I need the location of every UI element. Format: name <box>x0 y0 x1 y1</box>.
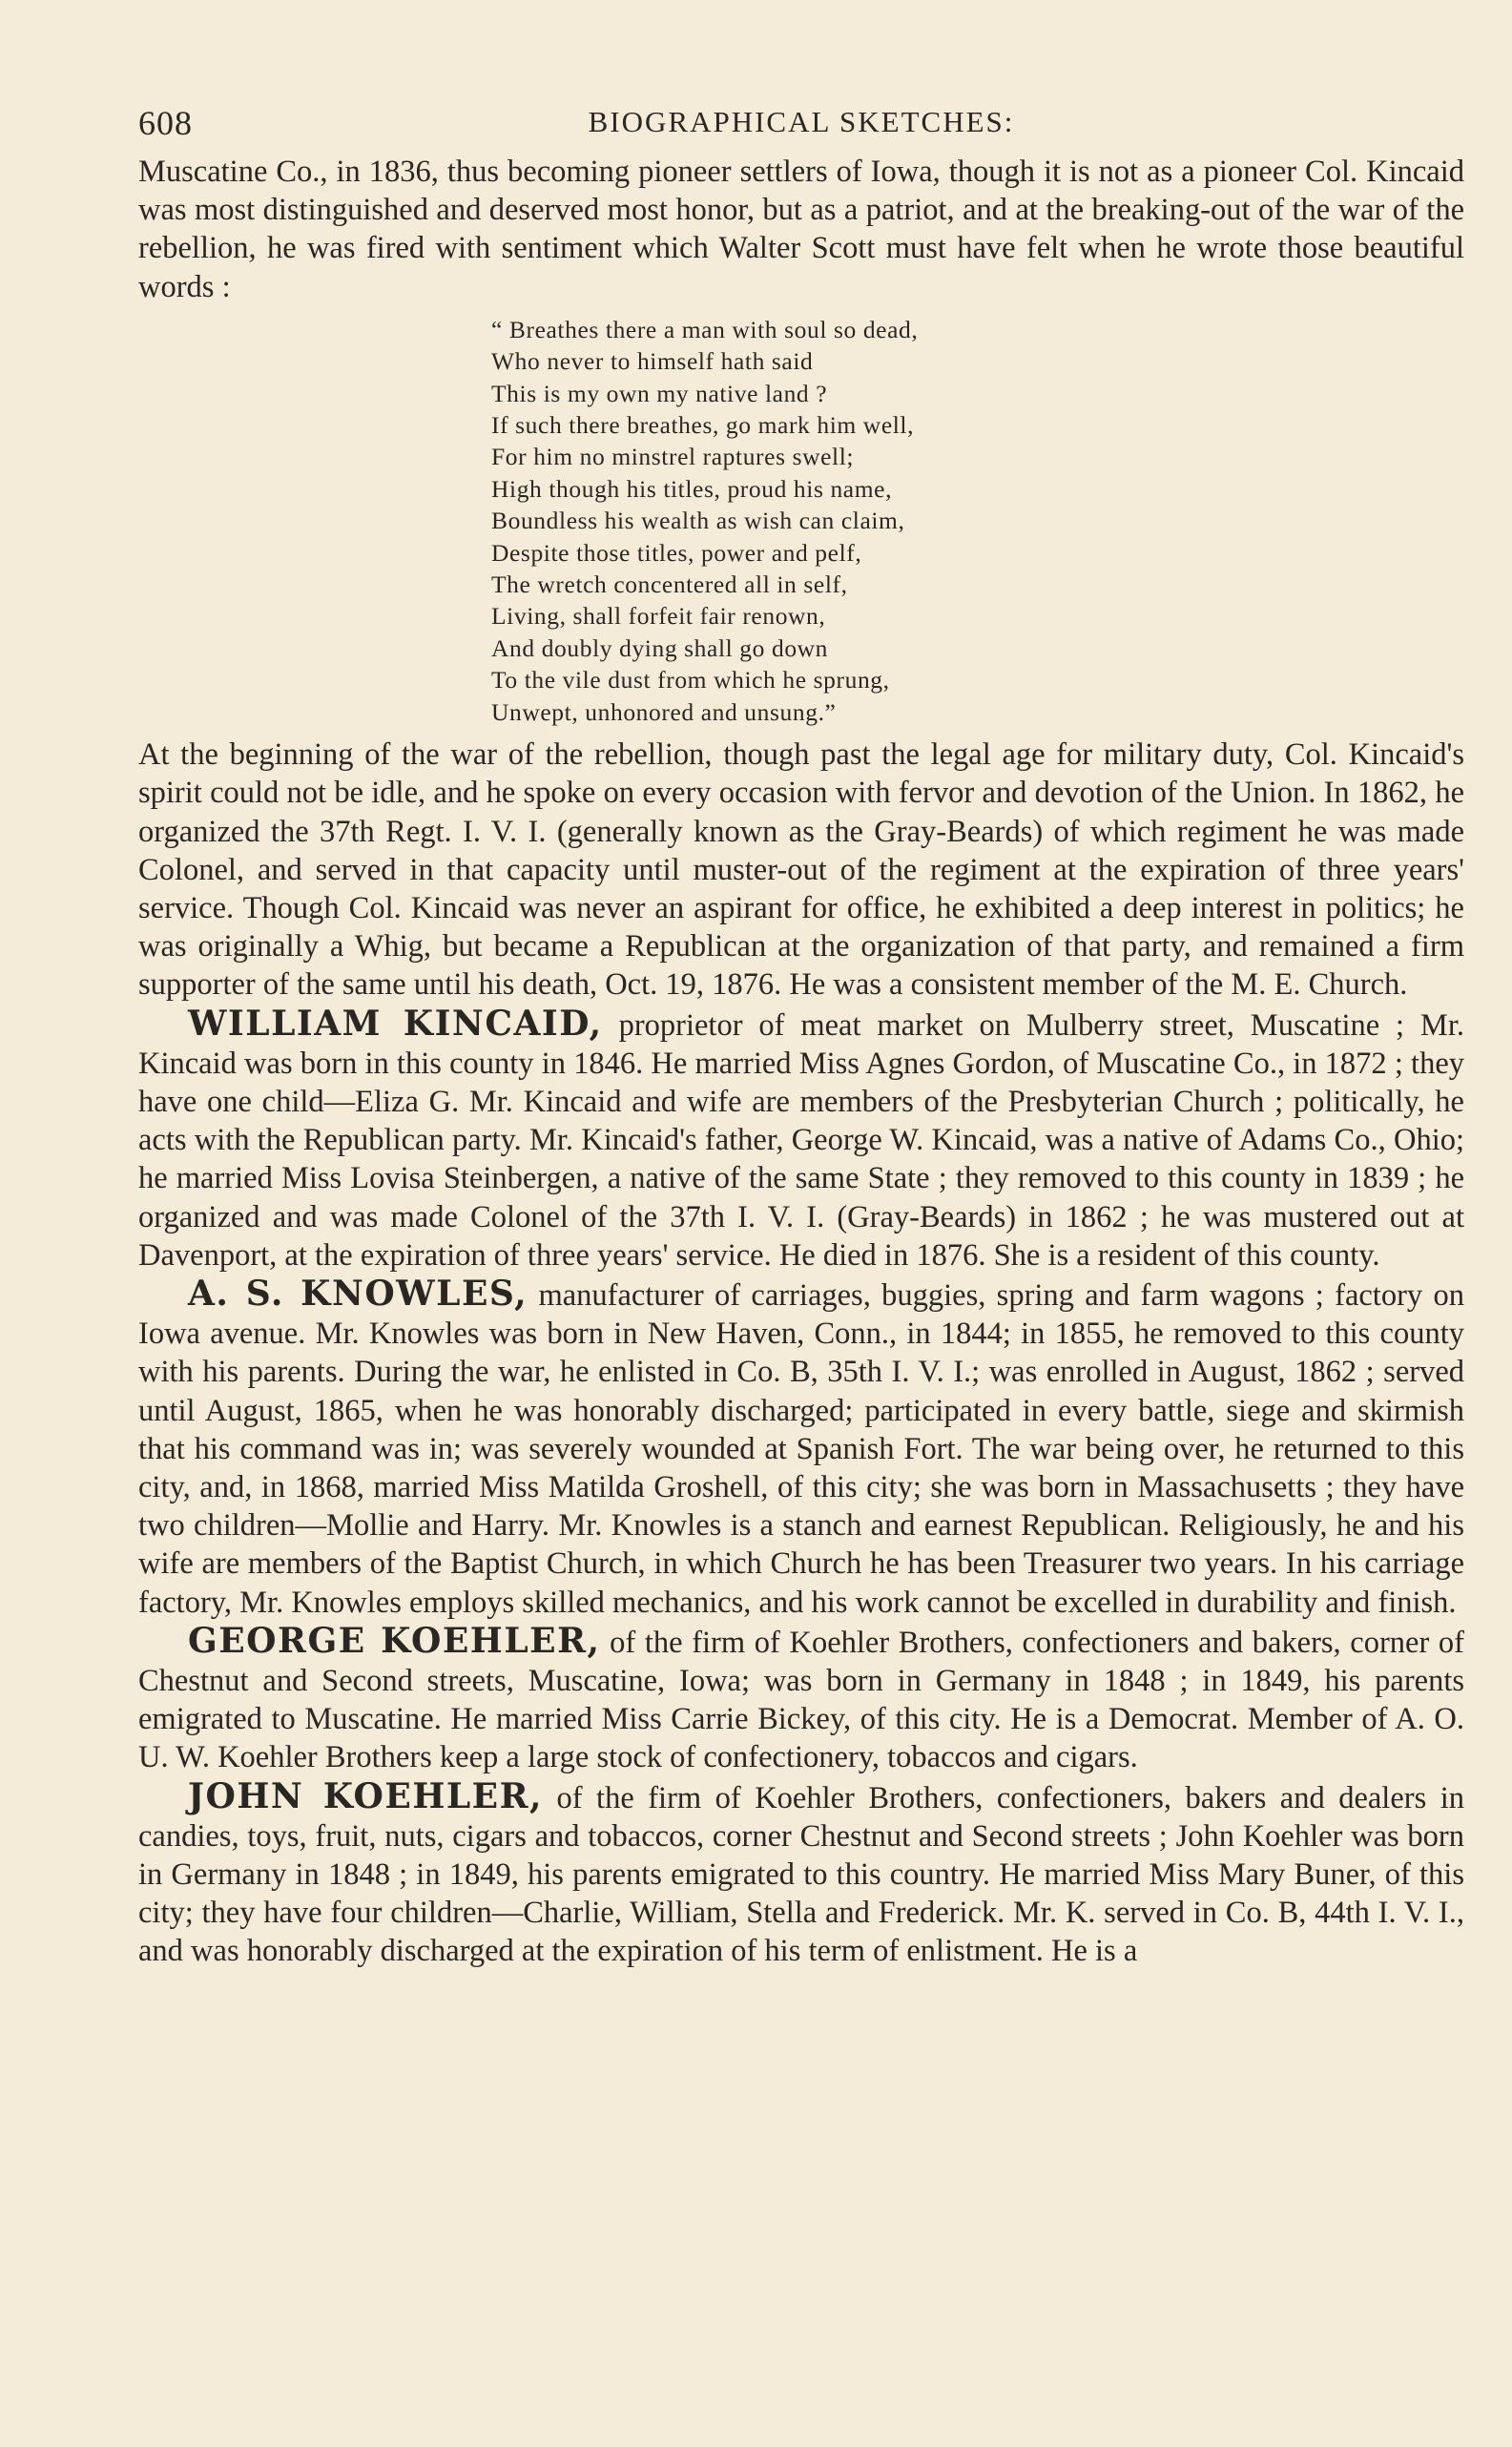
sketch-text: proprietor of meat market on Mulberry street, Muscatine ; Mr. Kincaid was born in this county in 1846. He married Miss Agnes Gordon, of Muscatine Co., in 1872 ; they have one child—Eliza G. Mr. Kincaid and wife are members of the Presbyterian Church ; politically, he acts with the Republican party. Mr. Kincaid's father, George W. Kincaid, was a native of Adams Co., Ohio; he married Miss Lovisa Steinbergen, a native of the same State ; they removed to this county in 1839 ; he organized and was made Colonel of the 37th I. V. I. (Gray-Beards) in 1862 ; he was mustered out at Davenport, at the expiration of three years' service. He died in 1876. She is a resident of this county. <box>138 1007 1464 1273</box>
sketch-name: JOHN KOEHLER, <box>188 1775 544 1816</box>
continuation-paragraph: At the beginning of the war of the rebellion, though past the legal age for military duty, Col. Kincaid's spirit could not be idle, and he spoke on every occasion with fervor and devotion of the Union. In 1862, he organized the 37th Regt. I. V. I. (generally known as the Gray-Beards) of which regiment he was made Colonel, and served in that capacity until muster-out of the regiment at the expiration of three years' service. Though Col. Kincaid was never an aspirant for office, he exhibited a deep interest in politics; he was originally a Whig, but became a Republican at the organization of that party, and remained a firm supporter of the same until his death, Oct. 19, 1876. He was a consistent member of the M. E. Church. <box>138 737 1464 1003</box>
sketch-a-s-knowles <box>138 1275 1464 1622</box>
poem-line: Living, shall forfeit fair renown, <box>491 602 826 631</box>
poem-line: “ Breathes there a man with soul so dead, <box>491 315 919 343</box>
page-header <box>138 95 1464 153</box>
poem-line: If such there breathes, go mark him well, <box>491 411 915 440</box>
sketch-text: of the firm of Koehler Brothers, confectioners and bakers, corner of Chestnut and Second streets, Muscatine, Iowa; was born in Germany in 1848 ; in 1849, his parents emigrated to Muscatine. He married Miss Carrie Bickey, of this city. He is a Democrat. Member of A. O. U. W. Koehler Brothers keep a large stock of confectionery, tobaccos and cigars. <box>138 1625 1464 1775</box>
poem-line: Unwept, unhonored and unsung.” <box>491 697 837 726</box>
poem-line: Despite those titles, power and pelf, <box>491 538 862 567</box>
poem-quotation <box>491 314 1464 728</box>
poem-line: This is my own my native land ? <box>491 379 828 407</box>
book-page <box>138 95 1464 1971</box>
poem-line: And doubly dying shall go down <box>491 633 829 662</box>
poem-line: High though his titles, proud his name, <box>491 474 893 503</box>
running-head: BIOGRAPHICAL SKETCHES: <box>588 105 1015 138</box>
poem-line: Who never to himself hath said <box>491 347 814 376</box>
poem-line: For him no minstrel raptures swell; <box>491 443 855 471</box>
sketch-john-koehler <box>138 1777 1464 1971</box>
page-number: 608 <box>138 104 193 142</box>
poem-line: The wretch concentered all in self, <box>491 570 848 599</box>
sketch-name: WILLIAM KINCAID, <box>188 1003 603 1044</box>
sketch-text: of the firm of Koehler Brothers, confectioners, bakers and dealers in candies, toys, fruit, nuts, cigars and tobaccos, corner Chestnut and Second streets ; John Koehler was born in Germany in 1848 ; in 1849, his parents emigrated to this country. He married Miss Mary Buner, of this city; they have four children—Charlie, William, Stella and Frederick. Mr. K. served in Co. B, 44th I. V. I., and was honorably discharged at the expiration of his term of enlistment. He is a <box>138 1780 1464 1969</box>
intro-paragraph: Muscatine Co., in 1836, thus becoming pioneer settlers of Iowa, though it is not as a pioneer Col. Kincaid was most distinguished and deserved most honor, but as a patriot, and at the breaking-out of the war of the rebellion, he was fired with sentiment which Walter Scott must have felt when he wrote those beautiful words : <box>138 155 1464 304</box>
sketch-william-kincaid <box>138 1005 1464 1275</box>
poem-line: Boundless his wealth as wish can claim, <box>491 507 905 535</box>
poem-line: To the vile dust from which he sprung, <box>491 666 890 695</box>
sketch-text: manufacturer of carriages, buggies, spring and farm wagons ; factory on Iowa avenue. Mr. Knowles was born in New Haven, Conn., in 1844; in 1855, he removed to this county with his parents. During the war, he enlisted in Co. B, 35th I. V. I.; was enrolled in August, 1862 ; served until August, 1865, when he was honorably discharged; participated in every battle, siege and skirmish that his command was in; was severely wounded at Spanish Fort. The war being over, he returned to this city, and, in 1868, married Miss Matilda Groshell, of this city; she was born in Massachusetts ; they have two children—Mollie and Harry. Mr. Knowles is a stanch and earnest Republican. Religiously, he and his wife are members of the Baptist Church, in which Church he has been Treasurer two years. In his carriage factory, Mr. Knowles employs skilled mechanics, and his work cannot be excelled in durability and finish. <box>138 1277 1464 1620</box>
sketch-name: GEORGE KOEHLER, <box>188 1620 601 1661</box>
sketch-name: A. S. KNOWLES, <box>188 1273 528 1314</box>
sketch-george-koehler <box>138 1622 1464 1777</box>
